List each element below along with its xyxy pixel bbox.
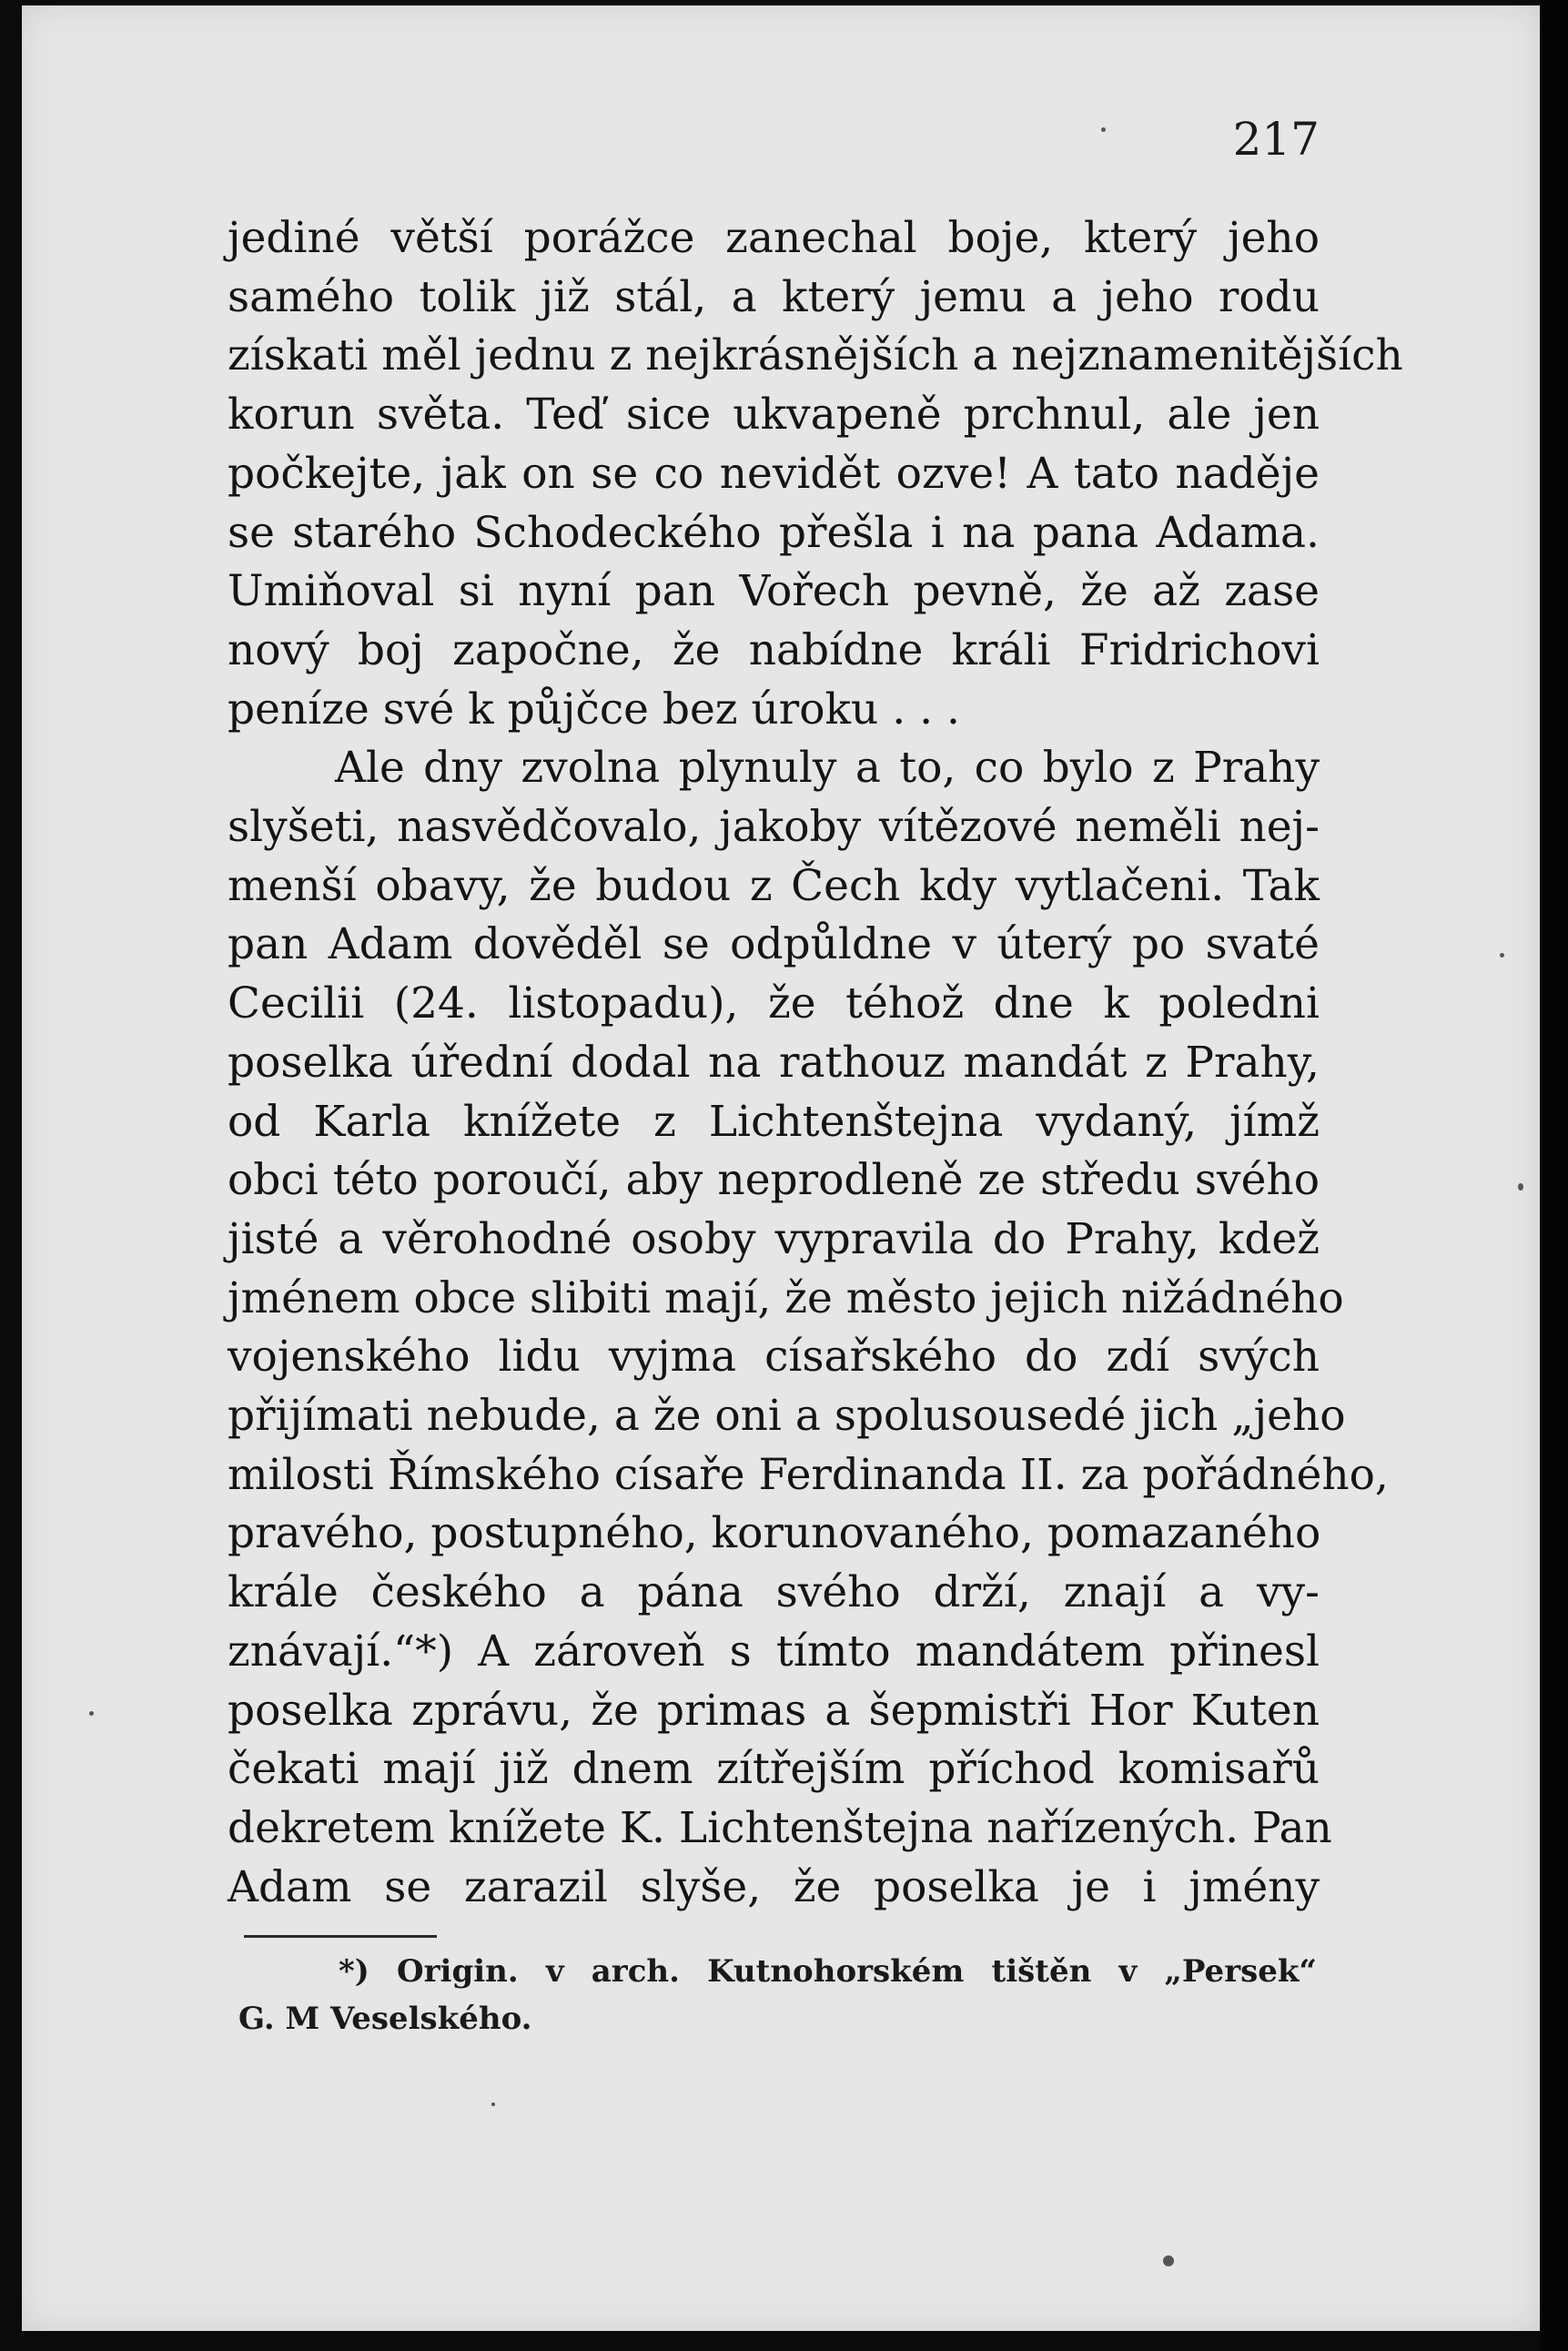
scan-speck: [1163, 2255, 1174, 2266]
text-line: korun světa. Teď sice ukvapeně prchnul, ale jen: [228, 390, 1320, 441]
scan-speck: [1500, 953, 1504, 958]
text-line: poselka úřední dodal na rathouz mandát z Prahy,: [228, 1037, 1320, 1088]
text-line: počkejte, jak on se co nevidět ozve! A tato naděje: [228, 448, 1320, 499]
scan-speck: [1518, 1183, 1523, 1191]
text-line: Cecilii (24. listopadu), že téhož dne k poledni: [228, 978, 1320, 1029]
paragraph-start-line: Ale dny zvolna plynuly a to, co bylo z Prahy: [335, 743, 1320, 794]
text-line: Umiňoval si nyní pan Vořech pevně, že až zase: [228, 566, 1320, 617]
text-line: jménem obce slibiti mají, že město jejich nižádného: [228, 1272, 1344, 1323]
footnote-line: G. M Veselského.: [238, 2001, 532, 2037]
text-line: krále českého a pána svého drží, znají a vy-: [228, 1567, 1320, 1618]
text-line: přijímati nebude, a že oni a spolusousedé jich „jeho: [228, 1391, 1346, 1442]
text-line: milosti Římského císaře Ferdinanda II. za pořádného,: [228, 1449, 1389, 1500]
text-line: nový boj započne, že nabídne králi Fridrichovi: [228, 624, 1320, 675]
text-line: dekretem knížete K. Lichtenštejna nařízených. Pan: [228, 1802, 1332, 1853]
text-line: od Karla knížete z Lichtenštejna vydaný, jímž: [228, 1096, 1320, 1147]
text-line: vojenského lidu vyjma císařského do zdí svých: [228, 1332, 1320, 1383]
text-line: peníze své k půjčce bez úroku . . .: [228, 684, 960, 735]
text-line: čekati mají již dnem zítřejším příchod komisařů: [228, 1744, 1320, 1795]
text-line: získati měl jednu z nejkrásnějších a nejznamenitějších: [228, 330, 1403, 381]
text-line: pan Adam dověděl se odpůldne v úterý po svaté: [228, 919, 1320, 970]
text-line: jisté a věrohodné osoby vypravila do Prahy, kdež: [228, 1213, 1320, 1264]
text-line: se starého Schodeckého přešla i na pana Adama.: [228, 507, 1320, 558]
text-line: obci této poroučí, aby neprodleně ze středu svého: [228, 1155, 1320, 1206]
text-line: menší obavy, že budou z Čech kdy vytlačeni. Tak: [228, 860, 1320, 911]
text-line: poselka zprávu, že primas a šepmistři Hor Kuten: [228, 1685, 1320, 1736]
page-number: 217: [1232, 113, 1320, 166]
text-line: Adam se zarazil slyše, že poselka je i jmény: [228, 1861, 1320, 1912]
scan-speck: [491, 2103, 495, 2106]
body-text: [228, 209, 1403, 1917]
text-line: pravého, postupného, korunovaného, pomazaného: [228, 1508, 1321, 1559]
scan-edge: [1540, 0, 1568, 2351]
footnote-line: *) Origin. v arch. Kutnohorském tištěn v „Persek“: [339, 1953, 1317, 1990]
text-line: samého tolik již stál, a který jemu a jeho rodu: [228, 271, 1320, 322]
scan-speck: [1101, 127, 1106, 132]
scan-speck: [89, 1711, 94, 1716]
text-line: slyšeti, nasvědčovalo, jakoby vítězové neměli nej-: [228, 802, 1320, 853]
footnote-rule: [244, 1935, 437, 1938]
footnote: [238, 1948, 1317, 2042]
text-line: jediné větší porážce zanechal boje, který jeho: [228, 213, 1320, 263]
text-line: znávají.“*) A zároveň s tímto mandátem přinesl: [228, 1626, 1320, 1677]
